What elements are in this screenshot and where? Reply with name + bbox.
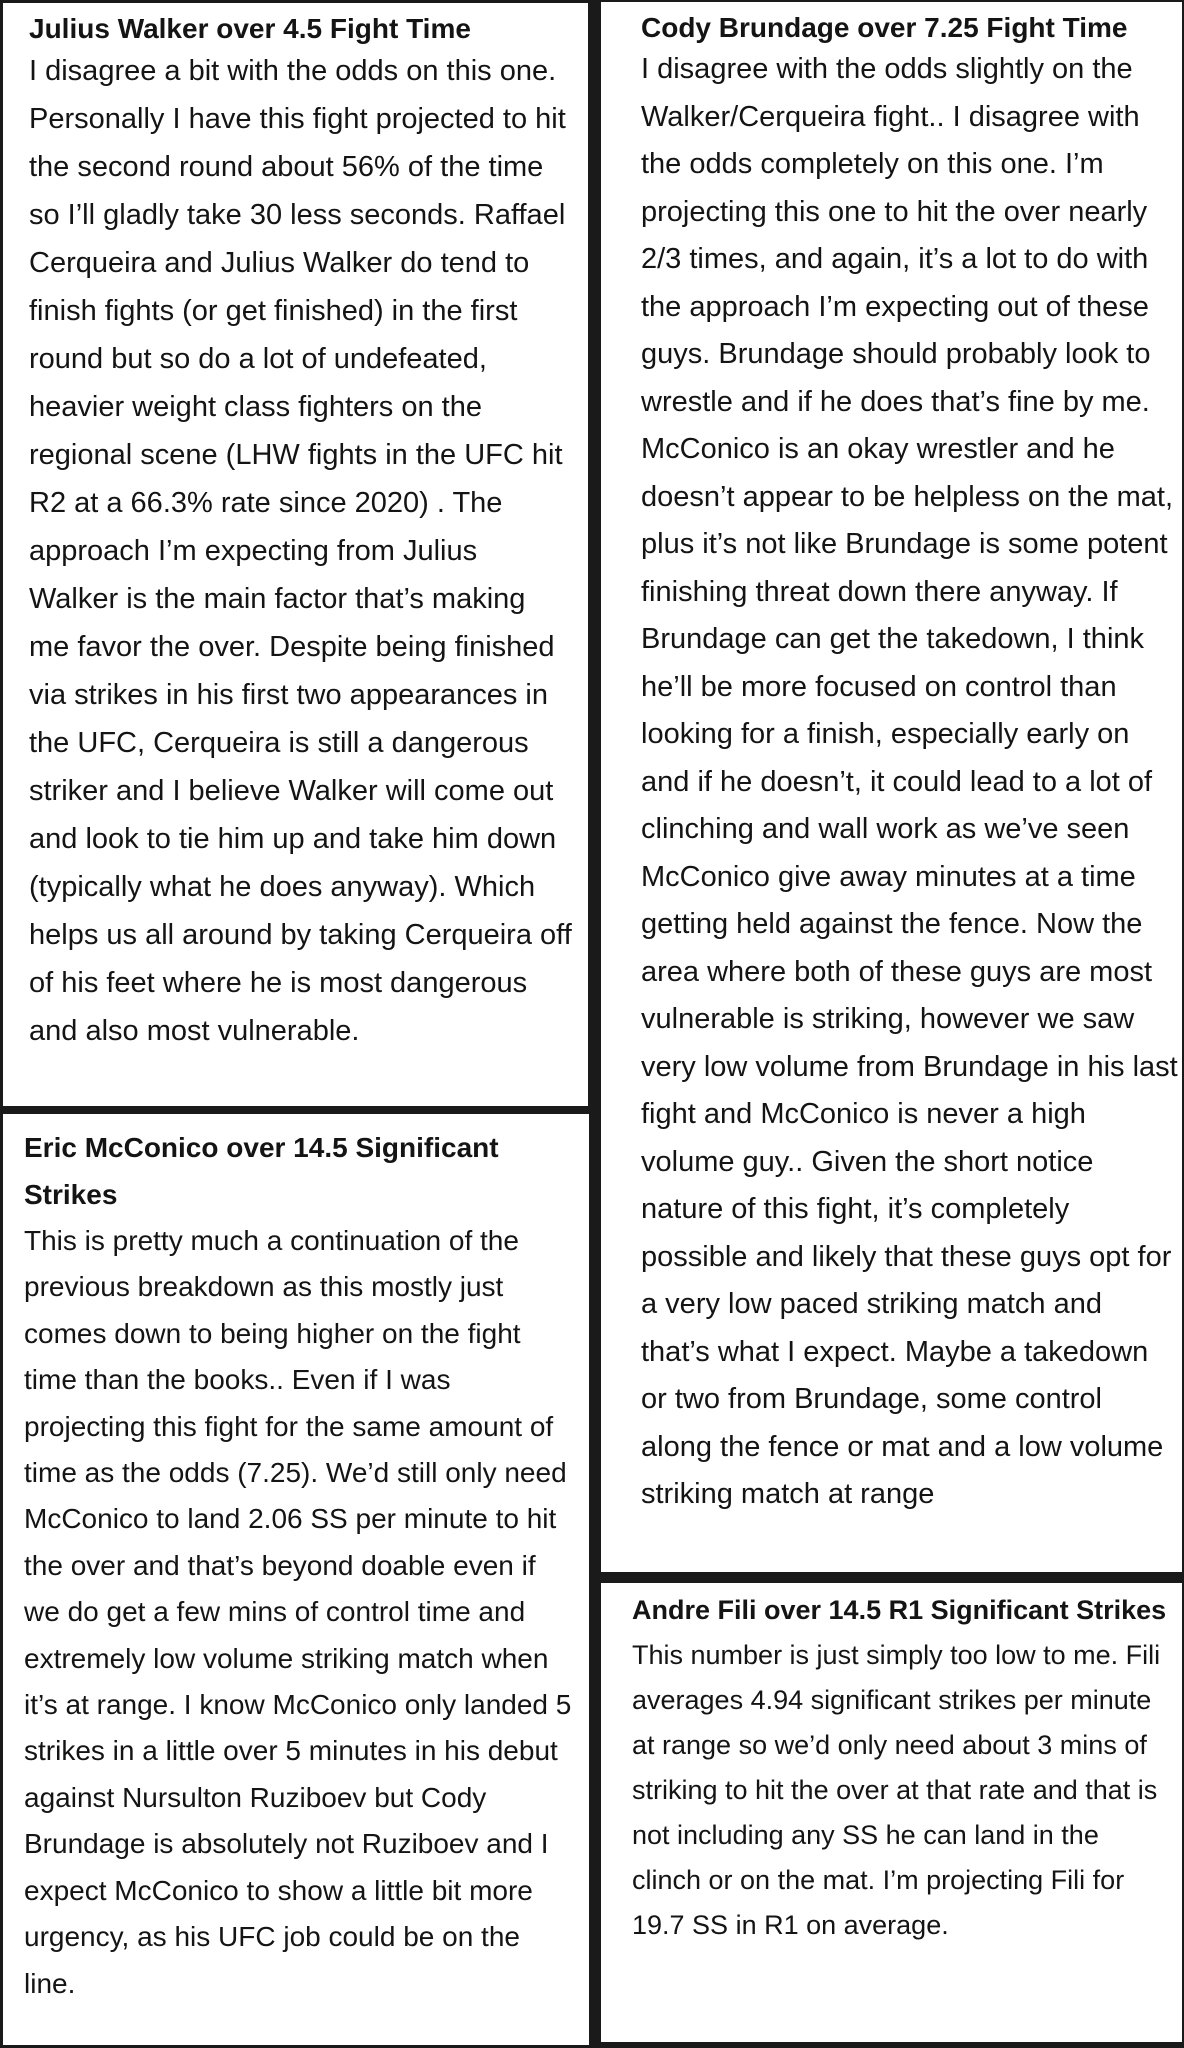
pick-title: Cody Brundage over 7.25 Fight Time	[641, 12, 1128, 43]
pick-title: Eric McConico over 14.5 Significant Strikes	[24, 1132, 499, 1210]
pick-title: Julius Walker over 4.5 Fight Time	[29, 13, 471, 44]
pick-card-brundage	[597, 0, 1184, 1578]
pick-body: I disagree with the odds slightly on the Walker/Cerqueira fight.. I disagree with the odds completely on this one. I’m projecting this one to hit the over nearly 2/3 times, and again, it’s a lot to do with the approach I’m expecting out of these guys. Brundage should probably look to wrestle and if he does that’s fine by me. McConico is an okay wrestler and he doesn’t appear to be helpless on the mat, plus it’s not like Brundage is some potent finishing threat down there anyway. If Brundage can get the takedown, I think he’ll be more focused on control than looking for a finish, especially early on and if he doesn’t, it could lead to a lot of clinching and wall work as we’ve seen McConico give away minutes at a time getting held against the fence. Now the area where both of these guys are most vulnerable is striking, however we saw very low volume from Brundage in his last fight and McConico is never a high volume guy.. Given the short notice nature of this fight, it’s completely possible and likely that these guys opt for a very low paced striking match and that’s what I expect. Maybe a takedown or two from Brundage, some control along the fence or mat and a low volume striking match at range	[641, 53, 1178, 1510]
pick-card-mcconico	[0, 1108, 592, 2048]
pick-card-walker	[0, 0, 593, 1112]
pick-title: Andre Fili over 14.5 R1 Significant Strikes	[632, 1595, 1167, 1625]
pick-body: I disagree a bit with the odds on this one. Personally I have this fight projected to hit the second round about 56% of the time so I’ll gladly take 30 less seconds. Raffael Cerqueira and Julius Walker do tend to finish fights (or get finished) in the first round but so do a lot of undefeated, heavier weight class fighters on the regional scene (LHW fights in the UFC hit R2 at a 66.3% rate since 2020) . The approach I’m expecting from Julius Walker is the main factor that’s making me favor the over. Despite being finished via strikes in his first two appearances in the UFC, Cerqueira is still a dangerous striker and I believe Walker will come out and look to tie him up and take him down (typically what he does anyway). Which helps us all around by taking Cerqueira off of his feet where he is most dangerous and also most vulnerable.	[29, 55, 572, 1047]
pick-body: This is pretty much a continuation of the previous breakdown as this mostly just comes down to being higher on the fight time than the books.. Even if I was projecting this fight for the same amount of time as the odds (7.25). We’d still only need McConico to land 2.06 SS per minute to hit the over and that’s beyond doable even if we do get a few mins of control time and extremely low volume striking match when it’s at range. I know McConico only landed 5 strikes in a little over 5 minutes in his debut against Nursulton Ruziboev but Cody Brundage is absolutely not Ruziboev and I expect McConico to show a little bit more urgency, as his UFC job could be on the line.	[24, 1225, 572, 1999]
pick-card-fili	[596, 1578, 1184, 2048]
pick-body: This number is just simply too low to me. Fili averages 4.94 significant strikes per minute at range so we’d only need about 3 mins of striking to hit the over at that rate and that is not including any SS he can land in the clinch or on the mat. I’m projecting Fili for 19.7 SS in R1 on average.	[632, 1640, 1161, 1940]
